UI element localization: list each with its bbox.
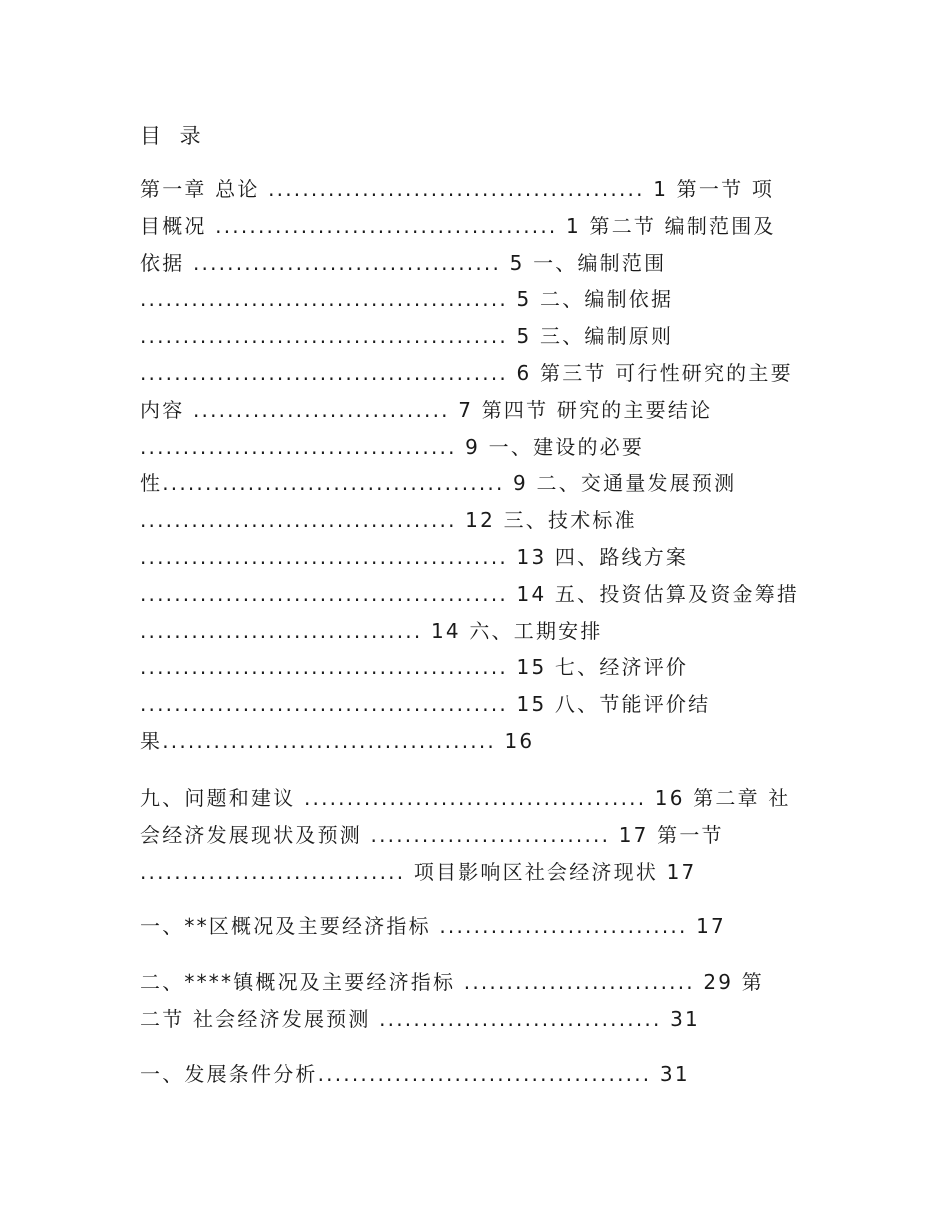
toc-line: 九、问题和建议 ........................................ 16 第二章 社 bbox=[140, 786, 791, 810]
toc-line: 会经济发展现状及预测 ............................ 17 第一节 bbox=[140, 822, 724, 847]
toc-line: 第一章 总论 ............................................ 1 第一节 项 bbox=[140, 177, 775, 201]
toc-paragraph bbox=[140, 964, 820, 1038]
toc-line: ............................... 项目影响区社会经济现状 17 bbox=[140, 859, 697, 884]
toc-line: 果....................................... 16 bbox=[140, 728, 535, 753]
toc-line: ..................................... 12 三、技术标准 bbox=[140, 508, 637, 533]
toc-line: ........................................... 13 四、路线方案 bbox=[140, 544, 689, 569]
toc-line: 一、发展条件分析....................................... 31 bbox=[140, 1062, 690, 1086]
toc-title: 目 录 bbox=[140, 124, 207, 148]
toc-line: 一、**区概况及主要经济指标 ............................. 17 bbox=[140, 914, 726, 938]
toc-line: ................................. 14 六、工期安排 bbox=[140, 618, 603, 643]
toc-line: ........................................... 5 二、编制依据 bbox=[140, 287, 674, 312]
toc-line: ........................................... 6 第三节 可行性研究的主要 bbox=[140, 360, 793, 385]
toc-line: ..................................... 9 一、建设的必要 bbox=[140, 434, 645, 459]
toc-line: 二节 社会经济发展预测 ................................. 31 bbox=[140, 1006, 700, 1031]
toc-line: ........................................... 14 五、投资估算及资金筹措 bbox=[140, 581, 800, 606]
toc-line: ........................................... 15 八、节能评价结 bbox=[140, 692, 711, 717]
toc-line: 依据 .................................... 5 一、编制范围 bbox=[140, 250, 667, 275]
toc-line: ........................................... 15 七、经济评价 bbox=[140, 655, 689, 680]
toc-paragraph bbox=[140, 1056, 820, 1093]
toc-line: 内容 .............................. 7 第四节 研究的主要结论 bbox=[140, 397, 713, 422]
toc-line: 二、****镇概况及主要经济指标 ........................... 29 第 bbox=[140, 970, 764, 994]
toc-paragraph bbox=[140, 780, 820, 890]
toc-line: 目概况 ........................................ 1 第二节 编制范围及 bbox=[140, 213, 776, 238]
toc-line: ........................................... 5 三、编制原则 bbox=[140, 324, 674, 349]
toc-paragraph bbox=[140, 908, 820, 945]
toc-line: 性........................................ 9 二、交通量发展预测 bbox=[140, 471, 737, 496]
toc-paragraph bbox=[140, 171, 820, 760]
